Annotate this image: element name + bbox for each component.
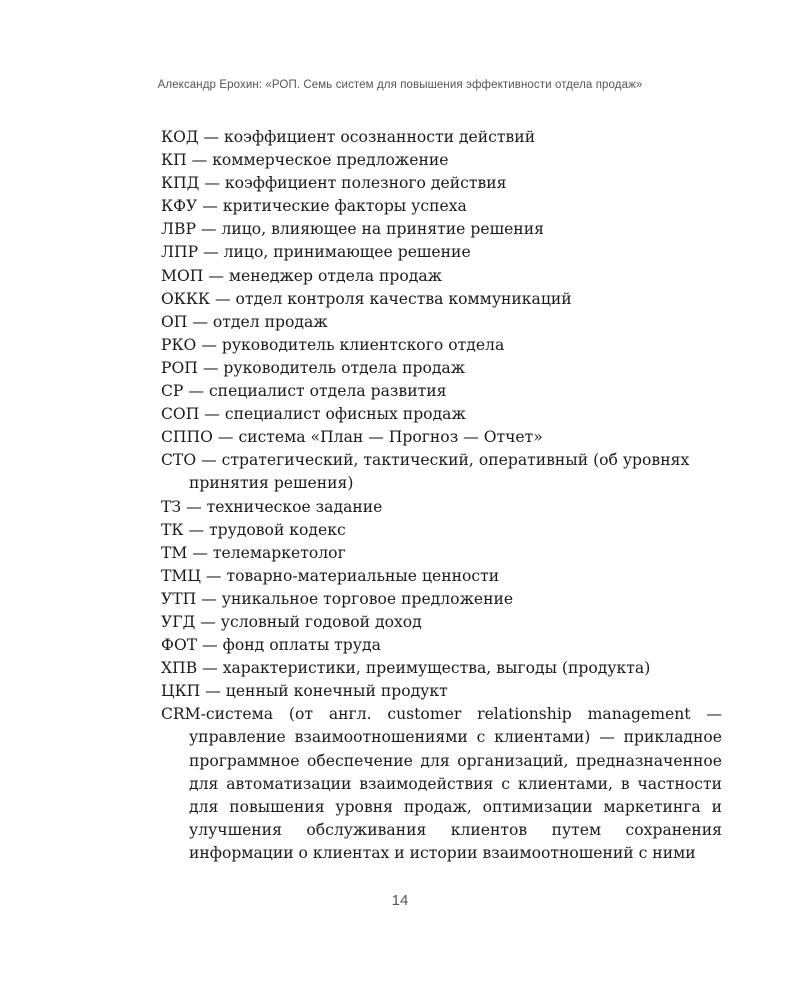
separator: — <box>200 566 227 585</box>
abbreviation: СТО <box>161 451 197 470</box>
list-item <box>161 680 701 703</box>
definition: руководитель отдела продаж <box>223 358 466 377</box>
abbreviation: ЛВР <box>161 220 196 239</box>
definition: коэффициент осознанности действий <box>224 128 536 146</box>
separator: — <box>187 312 213 331</box>
separator: — <box>187 543 213 562</box>
definition: телемаркетолог <box>212 543 346 562</box>
abbreviation: РКО <box>161 335 197 354</box>
list-item <box>161 172 701 195</box>
separator: — <box>186 151 213 170</box>
separator: — <box>210 289 236 308</box>
abbreviation: СОП <box>161 405 200 424</box>
abbreviation: КОД <box>161 128 199 146</box>
list-item <box>161 519 701 542</box>
list-item <box>161 611 701 634</box>
abbreviation: ТК <box>161 520 184 539</box>
list-item <box>161 218 701 241</box>
list-item <box>161 634 701 657</box>
list-item <box>161 449 701 495</box>
list-item <box>161 357 701 380</box>
abbreviation: ФОТ <box>161 636 198 655</box>
abbreviation: МОП <box>161 266 204 285</box>
definition: система «План — Прогноз — Отчет» <box>238 428 543 447</box>
separator: — <box>196 451 222 470</box>
separator: — <box>197 197 223 216</box>
abbreviation: ОП <box>161 312 188 331</box>
abbreviation: УГД <box>161 612 196 631</box>
page-number: 14 <box>391 892 409 909</box>
abbreviation-list <box>161 126 722 865</box>
separator: — <box>183 520 209 539</box>
separator: — <box>197 636 223 655</box>
abbreviation: ЦКП <box>161 682 201 701</box>
separator: — <box>198 243 224 262</box>
definition: товарно-материальные ценности <box>226 566 500 585</box>
separator: — <box>212 428 239 447</box>
abbreviation: СР <box>161 382 184 401</box>
abbreviation: КФУ <box>161 197 198 216</box>
list-item <box>161 496 701 519</box>
list-item <box>161 403 701 426</box>
definition: фонд оплаты труда <box>222 636 381 655</box>
abbreviation: ЛПР <box>161 243 199 262</box>
separator: — <box>196 335 222 354</box>
separator: — <box>199 174 225 193</box>
list-item <box>161 195 701 218</box>
definition: лицо, принимающее решение <box>223 243 471 262</box>
separator: — <box>195 220 222 239</box>
definition: специалист офисных продаж <box>224 405 466 424</box>
definition: отдел продаж <box>212 312 328 331</box>
list-item <box>161 126 701 149</box>
list-item <box>161 380 701 403</box>
list-item <box>161 565 701 588</box>
separator: — <box>181 497 207 516</box>
definition: (от англ. customer relationship management — управление взаимоотношениями с клиентами) — прикладное программное обеспечение для организаций, предназначенное для автоматизации взаимодействия с клиентами, в частности для повышения уровня продаж, оптимизации маркетинга и улучшения обслуживания клиентов путем сохранения информации о клиентах и истории взаимоотношений с ними <box>189 705 722 862</box>
abbreviation: ТМ <box>161 543 188 562</box>
definition: отдел контроля качества коммуникаций <box>235 289 572 308</box>
definition: специалист отдела развития <box>208 382 447 401</box>
list-item <box>161 426 701 449</box>
abbreviation: РОП <box>161 358 198 377</box>
definition: критические факторы успеха <box>222 197 467 216</box>
definition: ценный конечный продукт <box>225 682 448 701</box>
list-item <box>161 288 701 311</box>
definition: руководитель клиентского отдела <box>221 335 505 354</box>
list-item <box>161 657 701 680</box>
abbreviation: ОККК <box>161 289 210 308</box>
separator: — <box>197 358 224 377</box>
definition: лицо, влияющее на принятие решения <box>221 220 544 239</box>
abbreviation: CRM-система <box>161 705 274 724</box>
abbreviation: СППО <box>161 428 213 447</box>
separator: — <box>195 612 221 631</box>
separator: — <box>200 682 226 701</box>
list-item <box>161 588 701 611</box>
definition: трудовой кодекс <box>209 520 346 539</box>
list-item <box>161 149 701 172</box>
definition: стратегический, тактический, оперативный (об уровнях принятия решения) <box>189 451 690 493</box>
separator: — <box>183 382 209 401</box>
separator: — <box>197 659 223 678</box>
list-item <box>161 265 701 288</box>
separator: — <box>198 128 225 146</box>
list-item <box>161 241 701 264</box>
running-header: Александр Ерохин: «РОП. Семь систем для повышения эффективности отдела продаж» <box>157 79 643 91</box>
definition: техническое задание <box>206 497 383 516</box>
definition: коммерческое предложение <box>212 151 449 170</box>
list-item <box>161 311 701 334</box>
abbreviation: ТМЦ <box>161 566 201 585</box>
abbreviation: КП <box>161 151 187 170</box>
abbreviation: УТП <box>161 589 197 608</box>
list-item <box>161 334 701 357</box>
definition: коэффициент полезного действия <box>224 174 507 193</box>
list-item <box>161 542 701 565</box>
definition: условный годовой доход <box>220 612 422 631</box>
definition: характеристики, преимущества, выгоды (продукта) <box>222 659 651 678</box>
definition: менеджер отдела продаж <box>228 266 442 285</box>
list-item-crm <box>161 703 722 865</box>
abbreviation: КПД <box>161 174 200 193</box>
separator: — <box>199 405 225 424</box>
separator: — <box>196 589 222 608</box>
definition: уникальное торговое предложение <box>221 589 514 608</box>
abbreviation: ХПВ <box>161 659 198 678</box>
abbreviation: ТЗ <box>161 497 182 516</box>
separator: — <box>203 266 229 285</box>
